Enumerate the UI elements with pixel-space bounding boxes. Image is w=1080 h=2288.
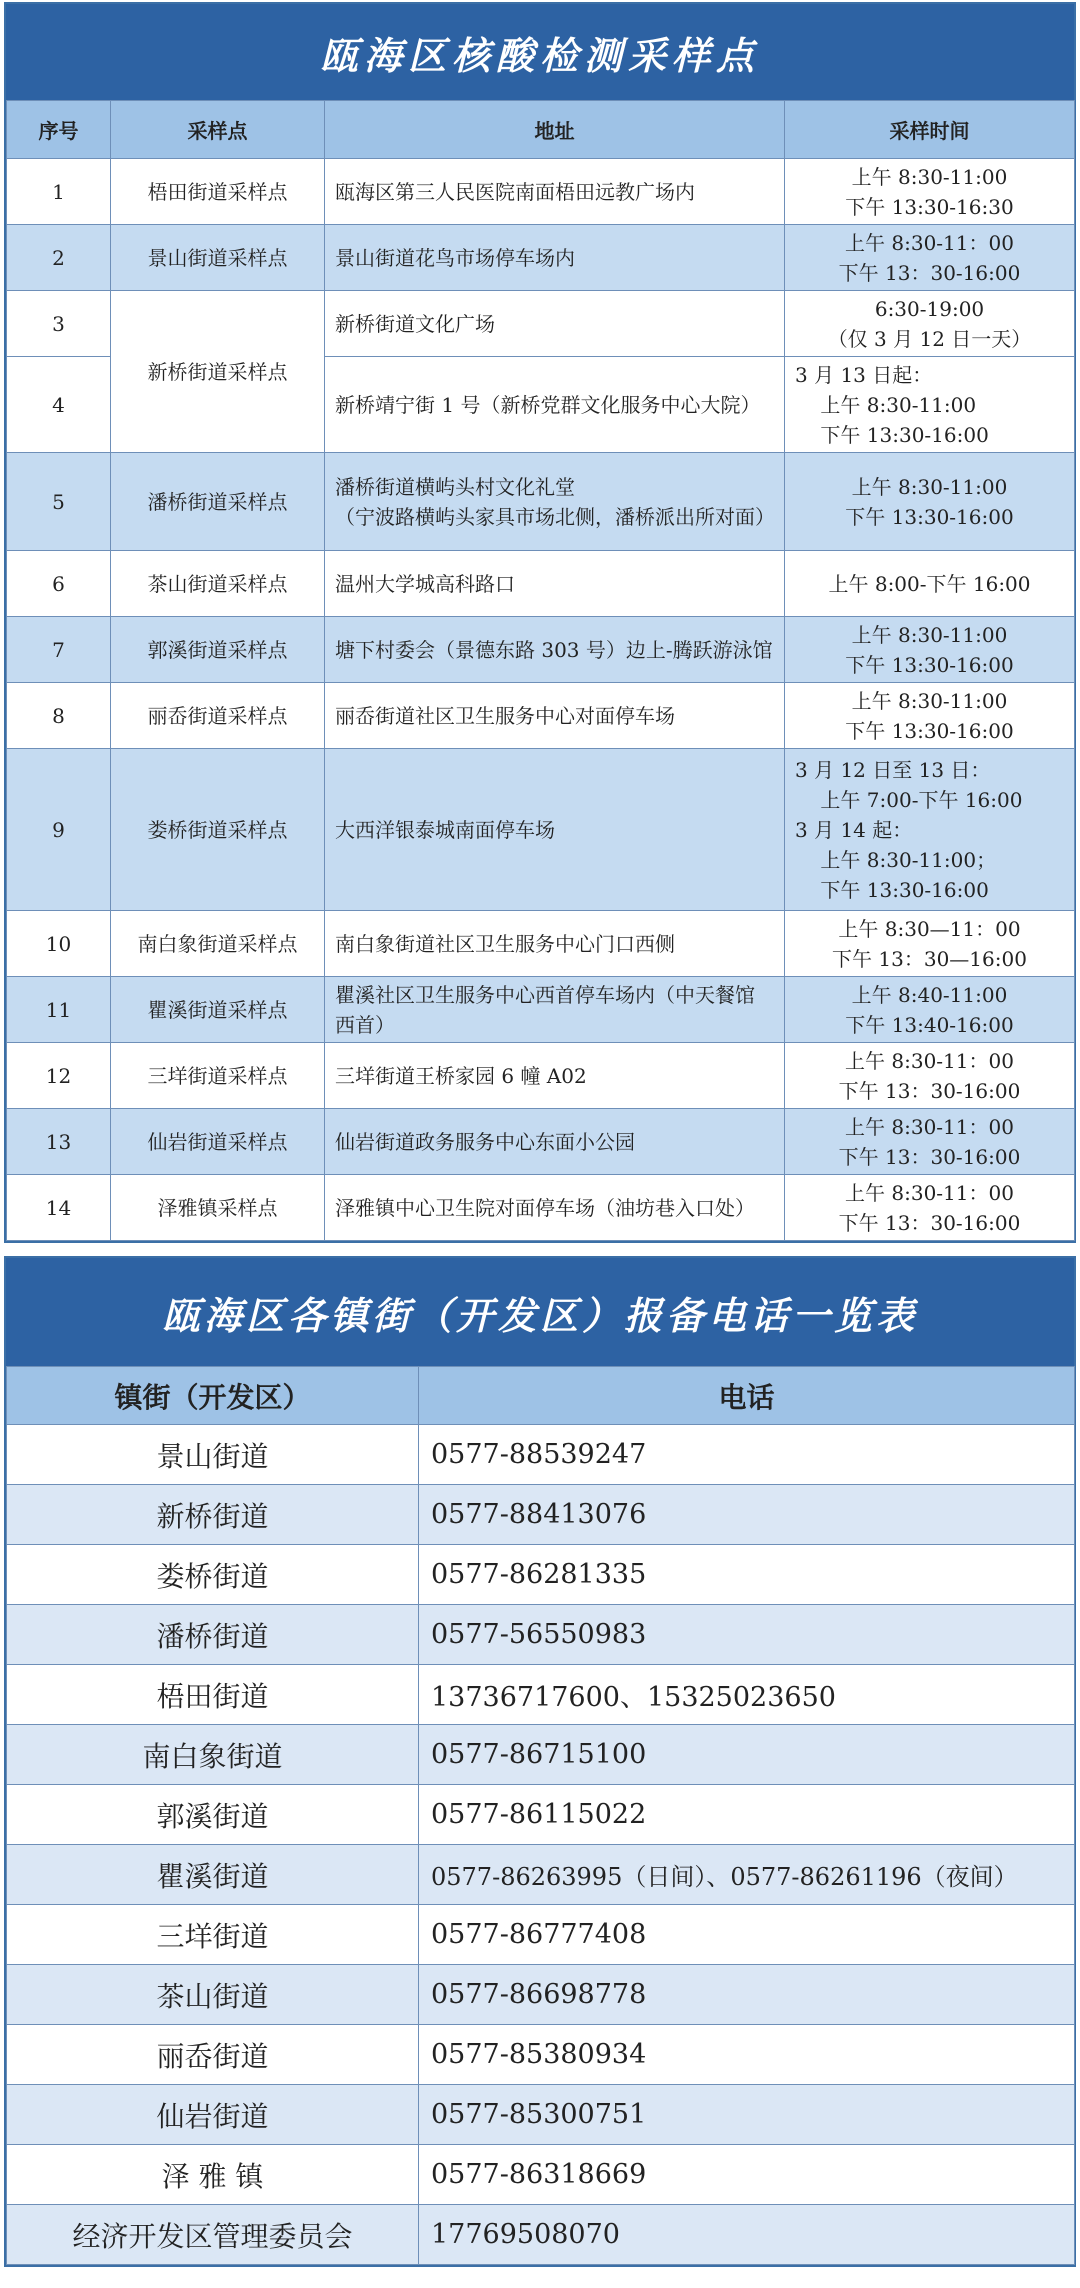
list-item xyxy=(7,2205,1075,2265)
row-address: 潘桥街道横屿头村文化礼堂 （宁波路横屿头家具市场北侧，潘桥派出所对面） xyxy=(325,453,785,551)
table-row xyxy=(7,159,1075,225)
sampling-header-row xyxy=(7,101,1075,159)
row-time: 上午 8:00-下午 16:00 xyxy=(828,571,1031,596)
phone-number: 0577-86318669 xyxy=(419,2145,1075,2205)
row-site: 郭溪街道采样点 xyxy=(111,617,325,683)
table-row xyxy=(7,683,1075,749)
row-site: 茶山街道采样点 xyxy=(111,551,325,617)
row-time: 上午 8:30-11:00 下午 13:30-16:30 xyxy=(845,164,1014,219)
header-town: 镇街（开发区） xyxy=(7,1367,419,1425)
row-address: 温州大学城高科路口 xyxy=(325,551,785,617)
list-item xyxy=(7,1725,1075,1785)
row-no: 5 xyxy=(7,453,111,551)
town-name: 三垟街道 xyxy=(7,1905,419,1965)
phone-number: 0577-86263995（日间）、0577-86261196（夜间） xyxy=(419,1845,1075,1905)
phone-number: 0577-56550983 xyxy=(419,1605,1075,1665)
row-no: 7 xyxy=(7,617,111,683)
header-tel: 电话 xyxy=(419,1367,1075,1425)
list-item xyxy=(7,1485,1075,1545)
town-name: 泽 雅 镇 xyxy=(7,2145,419,2205)
row-address: 仙岩街道政务服务中心东面小公园 xyxy=(325,1109,785,1175)
list-item xyxy=(7,1965,1075,2025)
list-item xyxy=(7,1545,1075,1605)
row-no: 6 xyxy=(7,551,111,617)
row-site: 南白象街道采样点 xyxy=(111,911,325,977)
list-item xyxy=(7,1425,1075,1485)
phone-number: 0577-88539247 xyxy=(419,1425,1075,1485)
row-no: 11 xyxy=(7,977,111,1043)
phone-number: 0577-86777408 xyxy=(419,1905,1075,1965)
town-name: 经济开发区管理委员会 xyxy=(7,2205,419,2265)
town-name: 南白象街道 xyxy=(7,1725,419,1785)
row-time: 上午 8:40-11:00 下午 13:40-16:00 xyxy=(845,982,1014,1037)
phone-number: 0577-86115022 xyxy=(419,1785,1075,1845)
row-time: 上午 8:30-11：00 下午 13：30-16:00 xyxy=(838,1180,1021,1235)
table-row xyxy=(7,225,1075,291)
row-address: 瓯海区第三人民医院南面梧田远教广场内 xyxy=(325,159,785,225)
row-time: 上午 8:30-11：00 下午 13：30-16:00 xyxy=(838,1048,1021,1103)
row-address: 瞿溪社区卫生服务中心西首停车场内（中天餐馆西首） xyxy=(325,977,785,1043)
row-site: 景山街道采样点 xyxy=(111,225,325,291)
row-time: 上午 8:30—11：00 下午 13：30—16:00 xyxy=(832,916,1027,971)
row-site: 瞿溪街道采样点 xyxy=(111,977,325,1043)
town-name: 茶山街道 xyxy=(7,1965,419,2025)
row-time: 上午 8:30-11:00 下午 13:30-16:00 xyxy=(845,688,1014,743)
phone-number: 0577-88413076 xyxy=(419,1485,1075,1545)
row-site: 三垟街道采样点 xyxy=(111,1043,325,1109)
table-row xyxy=(7,453,1075,551)
town-name: 丽岙街道 xyxy=(7,2025,419,2085)
phone-number: 0577-86698778 xyxy=(419,1965,1075,2025)
row-site: 泽雅镇采样点 xyxy=(111,1175,325,1241)
town-name: 娄桥街道 xyxy=(7,1545,419,1605)
row-no: 10 xyxy=(7,911,111,977)
row-time: 3 月 13 日起： 上午 8:30-11:00 下午 13:30-16:00 xyxy=(795,362,989,447)
phone-number: 17769508070 xyxy=(419,2205,1075,2265)
phone-number: 13736717600、15325023650 xyxy=(419,1665,1075,1725)
row-time: 3 月 12 日至 13 日： 上午 7:00-下午 16:00 3 月 14 起： 上午 8:30-11:00； 下午 13:30-16:00 xyxy=(795,757,1023,902)
list-item xyxy=(7,1665,1075,1725)
list-item xyxy=(7,2025,1075,2085)
row-address: 新桥街道文化广场 xyxy=(325,291,785,357)
row-no: 13 xyxy=(7,1109,111,1175)
phone-number: 0577-85380934 xyxy=(419,2025,1075,2085)
row-address: 塘下村委会（景德东路 303 号）边上-腾跃游泳馆 xyxy=(325,617,785,683)
table-row xyxy=(7,1175,1075,1241)
header-site: 采样点 xyxy=(111,101,325,159)
list-item xyxy=(7,1605,1075,1665)
row-address: 南白象街道社区卫生服务中心门口西侧 xyxy=(325,911,785,977)
table-row xyxy=(7,1109,1075,1175)
row-address: 景山街道花鸟市场停车场内 xyxy=(325,225,785,291)
town-name: 梧田街道 xyxy=(7,1665,419,1725)
table-row xyxy=(7,551,1075,617)
town-name: 景山街道 xyxy=(7,1425,419,1485)
table-row xyxy=(7,977,1075,1043)
table-row xyxy=(7,911,1075,977)
row-address: 三垟街道王桥家园 6 幢 A02 xyxy=(325,1043,785,1109)
row-address: 丽岙街道社区卫生服务中心对面停车场 xyxy=(325,683,785,749)
header-no: 序号 xyxy=(7,101,111,159)
row-site: 潘桥街道采样点 xyxy=(111,453,325,551)
town-name: 潘桥街道 xyxy=(7,1605,419,1665)
town-name: 新桥街道 xyxy=(7,1485,419,1545)
list-item xyxy=(7,1845,1075,1905)
table-row xyxy=(7,291,1075,357)
phone-table-title: 瓯海区各镇街（开发区）报备电话一览表 xyxy=(6,1258,1074,1366)
row-address: 新桥靖宁街 1 号（新桥党群文化服务中心大院） xyxy=(325,357,785,453)
row-site: 丽岙街道采样点 xyxy=(111,683,325,749)
row-no: 3 xyxy=(7,291,111,357)
row-site: 新桥街道采样点 xyxy=(111,291,325,453)
row-no: 12 xyxy=(7,1043,111,1109)
row-time: 6:30-19:00 （仅 3 月 12 日一天） xyxy=(827,296,1032,351)
header-address: 地址 xyxy=(325,101,785,159)
phone-number: 0577-86715100 xyxy=(419,1725,1075,1785)
row-time: 上午 8:30-11:00 下午 13:30-16:00 xyxy=(845,622,1014,677)
list-item xyxy=(7,1905,1075,1965)
row-site: 仙岩街道采样点 xyxy=(111,1109,325,1175)
table-row xyxy=(7,749,1075,911)
row-no: 8 xyxy=(7,683,111,749)
row-time: 上午 8:30-11:00 下午 13:30-16:00 xyxy=(845,474,1014,529)
town-name: 瞿溪街道 xyxy=(7,1845,419,1905)
phone-list-table xyxy=(4,1256,1076,2267)
row-time: 上午 8:30-11：00 下午 13：30-16:00 xyxy=(838,1114,1021,1169)
town-name: 仙岩街道 xyxy=(7,2085,419,2145)
list-item xyxy=(7,2085,1075,2145)
row-address: 大西洋银泰城南面停车场 xyxy=(325,749,785,911)
table-row xyxy=(7,617,1075,683)
row-address: 泽雅镇中心卫生院对面停车场（油坊巷入口处） xyxy=(325,1175,785,1241)
list-item xyxy=(7,2145,1075,2205)
row-time: 上午 8:30-11：00 下午 13：30-16:00 xyxy=(838,230,1021,285)
row-no: 9 xyxy=(7,749,111,911)
phone-number: 0577-86281335 xyxy=(419,1545,1075,1605)
row-no: 1 xyxy=(7,159,111,225)
sampling-sites-table xyxy=(4,2,1076,1243)
row-no: 14 xyxy=(7,1175,111,1241)
row-site: 娄桥街道采样点 xyxy=(111,749,325,911)
town-name: 郭溪街道 xyxy=(7,1785,419,1845)
phone-header-row xyxy=(7,1367,1075,1425)
sampling-table-title: 瓯海区核酸检测采样点 xyxy=(6,4,1074,100)
list-item xyxy=(7,1785,1075,1845)
row-no: 2 xyxy=(7,225,111,291)
row-no: 4 xyxy=(7,357,111,453)
header-time: 采样时间 xyxy=(785,101,1075,159)
table-row xyxy=(7,1043,1075,1109)
phone-number: 0577-85300751 xyxy=(419,2085,1075,2145)
row-site: 梧田街道采样点 xyxy=(111,159,325,225)
